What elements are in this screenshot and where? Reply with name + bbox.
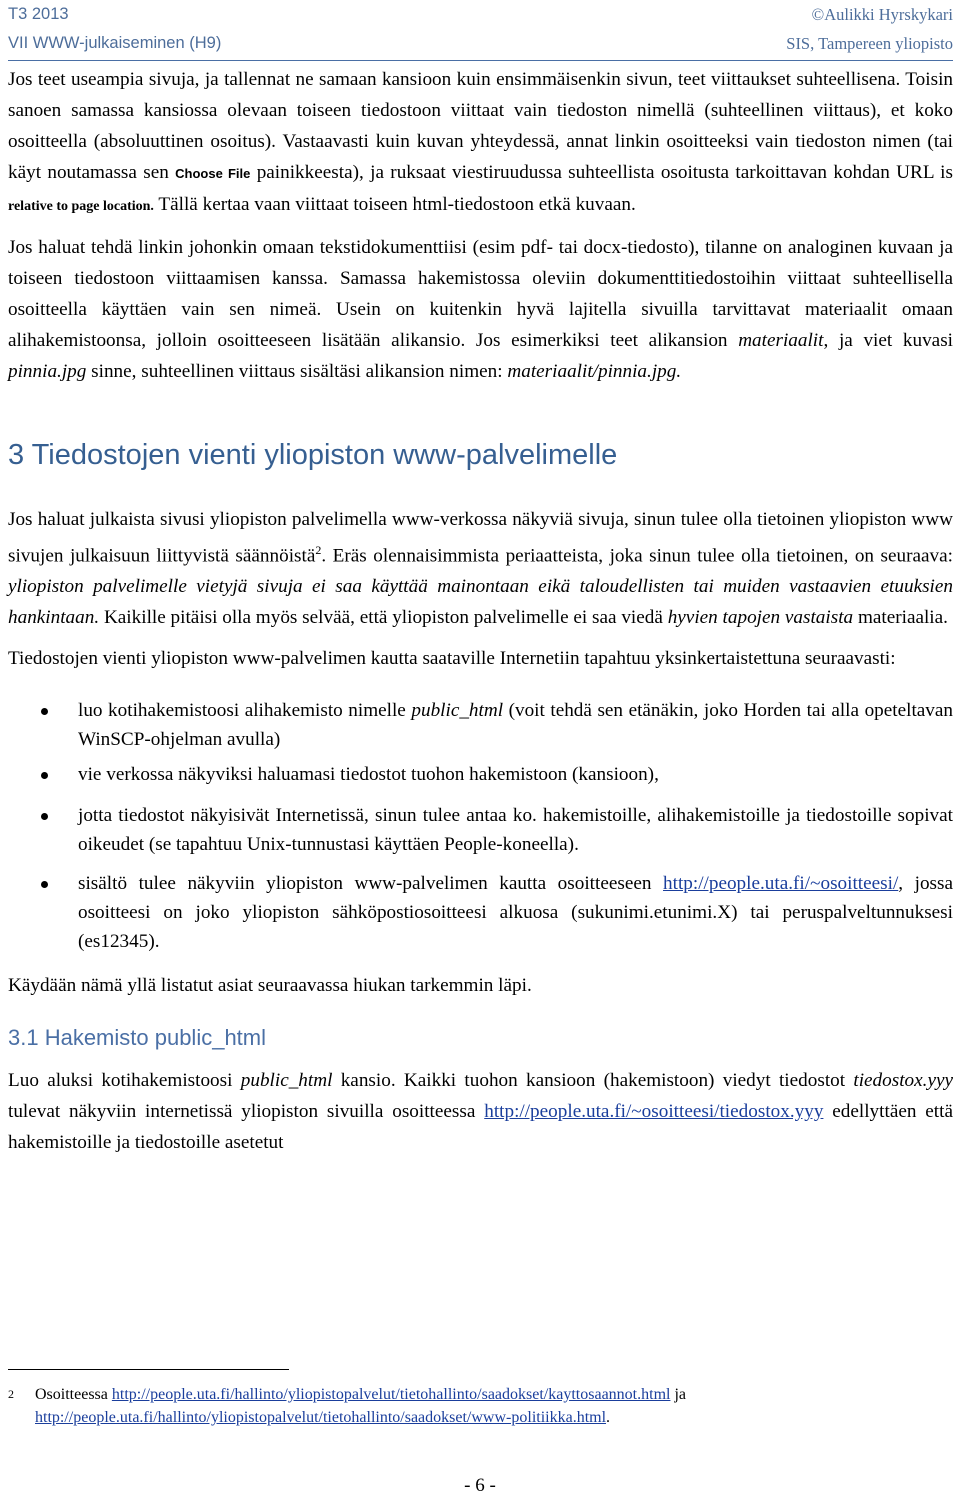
institution: SIS, Tampereen yliopisto	[786, 34, 953, 53]
page-number: - 6 -	[464, 1475, 496, 1496]
bullet-icon	[41, 881, 48, 888]
page-header	[8, 0, 953, 61]
header-right	[786, 0, 953, 58]
author: ©Aulikki Hyrskykari	[811, 5, 953, 24]
section-heading: 3 Tiedostojen vienti yliopiston www-palvelimelle	[8, 439, 618, 471]
relative-location-label: relative to page location.	[8, 199, 154, 214]
paragraph-summary: Käydään nämä yllä listatut asiat seuraavassa hiukan tarkemmin läpi.	[8, 975, 532, 997]
subsection-heading: 3.1 Hakemisto public_html	[8, 1025, 267, 1051]
bullet-icon	[41, 772, 48, 779]
paragraph-documents: Jos haluat tehdä linkin johonkin omaan tekstidokumenttiisi (esim pdf- tai docx-tiedosto), tilanne on analoginen kuvaan ja toiseen tiedostoon viittaamisen kanssa. Samassa hakemistossa oleviin dokumenttitiedostoihin viittaat suhteellisella osoitteella käyttäen vain sen nimeä. Usein on kuitenkin hyvä lajitella sivuilla tarvittavat materiaalit omaan alihakemistoonsa, jolloin osoitteeseen lisätään alikansio. Jos esimerkiksi teet alikansion materiaalit, ja viet kuvasi pinnia.jpg sinne, suhteellinen viittaus sisältäsi alikansion nimen: materiaalit/pinnia.jpg.	[8, 237, 953, 382]
paragraph-relative-links: Jos teet useampia sivuja, ja tallennat ne samaan kansioon kuin ensimmäisenkin sivun, teet viittaukset suhteellisena. Toisin sanoen samassa kansiossa olevaan toiseen tiedostoon viittaat vain tiedoston nimellä (suhteellinen viittaus), et koko osoitteella (absoluuttinen osoitus). Vastaavasti kuin kuvan yhteydessä, annat linkin osoitteeksi vain tiedoston nimen (tai käyt noutamassa sen Choose File painikkeesta), ja ruksaat viestiruudussa suhteellista osoitusta tarkoittavan kohdan URL is relative to page location. Tällä kertaa vaan viittaat toiseen html-tiedostoon etkä kuvaan.	[8, 69, 953, 215]
people-link[interactable]: http://people.uta.fi/~osoitteesi/	[663, 873, 899, 895]
tiedostox-link[interactable]: http://people.uta.fi/~osoitteesi/tiedostox.yyy	[484, 1101, 824, 1123]
footnote	[8, 1383, 940, 1429]
paragraph-public-html: Luo aluksi kotihakemistoosi public_html kansio. Kaikki tuohon kansioon (hakemistoon) viedyt tiedostot tiedostox.yyy tulevat näkyviin internetissä yliopiston sivuilla osoitteessa http://people.uta.fi/~osoitteesi/tiedostox.yyy edellyttäen että hakemistoille ja tiedostoille asetetut	[8, 1070, 953, 1154]
bullet-icon	[41, 813, 48, 820]
course-code: T3 2013	[8, 5, 69, 23]
header-left	[8, 0, 221, 58]
steps-list	[8, 696, 953, 956]
list-item: jotta tiedostot näkyisivät Internetissä, sinun tulee antaa ko. hakemistoille, alihakemistoille ja tiedostoille sopivat oikeudet (se tapahtuu Unix-tunnustasi käyttäen People-koneella).	[8, 801, 953, 859]
paragraph-rules: Jos haluat julkaista sivusi yliopiston palvelimella www-verkossa näkyviä sivuja, sinun tulee olla tietoinen yliopiston www sivujen julkaisuun liittyvistä säännöistä$^2$. Eräs olennaisimmista periaatteista, joka sinun tulee olla tietoinen, on seuraava: yliopiston palvelimelle vietyjä sivuja ei saa käyttää mainontaan eikä taloudellisten tai muiden vastaavien etuuksien hankintaan. Kaikille pitäisi olla myös selvää, että yliopiston palvelimelle ei saa viedä hyvien tapojen vastaista materiaalia.	[8, 509, 953, 629]
chapter-title: VII WWW-julkaiseminen (H9)	[8, 34, 222, 52]
footnote-link-www-politiikka[interactable]: http://people.uta.fi/hallinto/yliopistopalvelut/tietohallinto/saadokset/www-politiikka.html	[35, 1409, 607, 1426]
choose-file-label: Choose File	[175, 166, 251, 181]
footnote-link-kayttosaannot[interactable]: http://people.uta.fi/hallinto/yliopistopalvelut/tietohallinto/saadokset/kayttosaannot.html	[111, 1386, 671, 1403]
footnote-divider	[8, 1369, 289, 1370]
footnote-text: Osoitteessa http://people.uta.fi/hallinto/yliopistopalvelut/tietohallinto/saadokset/kayttosaannot.html ja http://people.uta.fi/hallinto/yliopistopalvelut/tietohallinto/saadokset/www-politiikka.html.	[35, 1386, 686, 1426]
page-content	[8, 64, 953, 1158]
list-item: vie verkossa näkyviksi haluamasi tiedostot tuohon hakemistoon (kansioon),	[8, 760, 953, 789]
footnote-number: 2	[8, 1387, 14, 1401]
list-item: luo kotihakemistoosi alihakemisto nimelle public_html (voit tehdä sen etänäkin, joko Horden tai alla opeteltavan WinSCP-ohjelman avulla)	[8, 696, 953, 754]
paragraph-export-intro: Tiedostojen vienti yliopiston www-palvelimen kautta saataville Internetiin tapahtuu yksinkertaistettuna seuraavasti:	[8, 648, 896, 670]
bullet-icon	[41, 708, 48, 715]
list-item: sisältö tulee näkyviin yliopiston www-palvelimen kautta osoitteeseen http://people.uta.fi/~osoitteesi/, jossa osoitteesi on joko yliopiston sähköpostiosoitteesi alkuosa (sukunimi.etunimi.X) tai peruspalveltunnuksesi (es12345).	[8, 869, 953, 956]
